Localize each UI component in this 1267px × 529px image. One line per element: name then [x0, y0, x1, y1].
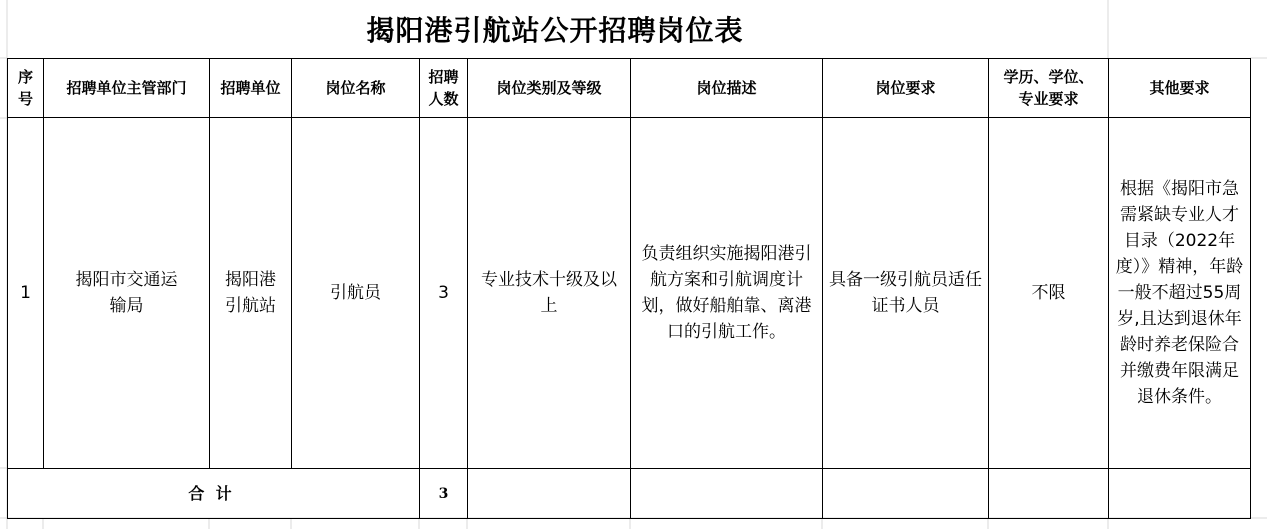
- header-count: [420, 59, 468, 118]
- header-category: [468, 59, 631, 118]
- header-requirement-label: 岗位要求: [875, 79, 936, 97]
- cell-education: 不限: [989, 118, 1109, 469]
- header-unit-label: 招聘单位: [220, 79, 281, 97]
- cell-requirement: 具备一级引航员适任证书人员: [823, 118, 989, 469]
- header-dept: [44, 59, 210, 118]
- header-seq: [8, 59, 44, 118]
- total-count: 3: [438, 486, 449, 502]
- total-empty-requirement: [823, 469, 989, 519]
- header-position: [292, 59, 420, 118]
- cell-position: 引航员: [292, 118, 420, 469]
- header-category-label: 岗位类别及等级: [496, 79, 602, 97]
- header-other-label: 其他要求: [1149, 79, 1210, 97]
- total-count-cell: [420, 469, 468, 519]
- header-education: [989, 59, 1109, 118]
- total-empty-education: [989, 469, 1109, 519]
- header-description-label: 岗位描述: [696, 79, 757, 97]
- cell-unit-text: 揭阳港引航站: [225, 270, 276, 316]
- cell-category-text: 专业技术十级及以上: [481, 270, 617, 316]
- cell-dept-text: 揭阳市交通运输局: [75, 270, 178, 316]
- table-header-row: [8, 59, 1251, 118]
- header-other: [1109, 59, 1251, 118]
- cell-other: 根据《揭阳市急需紧缺专业人才目录（2022年度）》精神，年龄一般不超过55周岁,且达到退休年龄时养老保险合并缴费年限满足退休条件。: [1109, 118, 1251, 469]
- cell-dept: [44, 118, 210, 469]
- header-unit: [210, 59, 292, 118]
- header-seq-label: 序号: [17, 68, 33, 108]
- table-row: [8, 118, 1251, 469]
- header-description: [631, 59, 823, 118]
- cell-count: 3: [420, 118, 468, 469]
- total-empty-other: [1109, 469, 1251, 519]
- cell-category: [468, 118, 631, 469]
- header-count-label: 招聘人数: [428, 68, 459, 108]
- total-label-cell: [8, 469, 420, 519]
- cell-seq: 1: [8, 118, 44, 469]
- total-row: [8, 469, 1251, 519]
- header-position-label: 岗位名称: [325, 79, 386, 97]
- header-dept-label: 招聘单位主管部门: [66, 79, 187, 97]
- header-requirement: [823, 59, 989, 118]
- total-empty-category: [468, 469, 631, 519]
- total-label: 合 计: [188, 483, 232, 503]
- cell-description: 负责组织实施揭阳港引航方案和引航调度计划，做好船舶靠、离港口的引航工作。: [631, 118, 823, 469]
- recruitment-table: [7, 58, 1251, 519]
- total-empty-description: [631, 469, 823, 519]
- page-title: 揭阳港引航站公开招聘岗位表: [366, 14, 744, 47]
- header-education-label: 学历、学位、专业要求: [1003, 68, 1094, 108]
- cell-unit: [210, 118, 292, 469]
